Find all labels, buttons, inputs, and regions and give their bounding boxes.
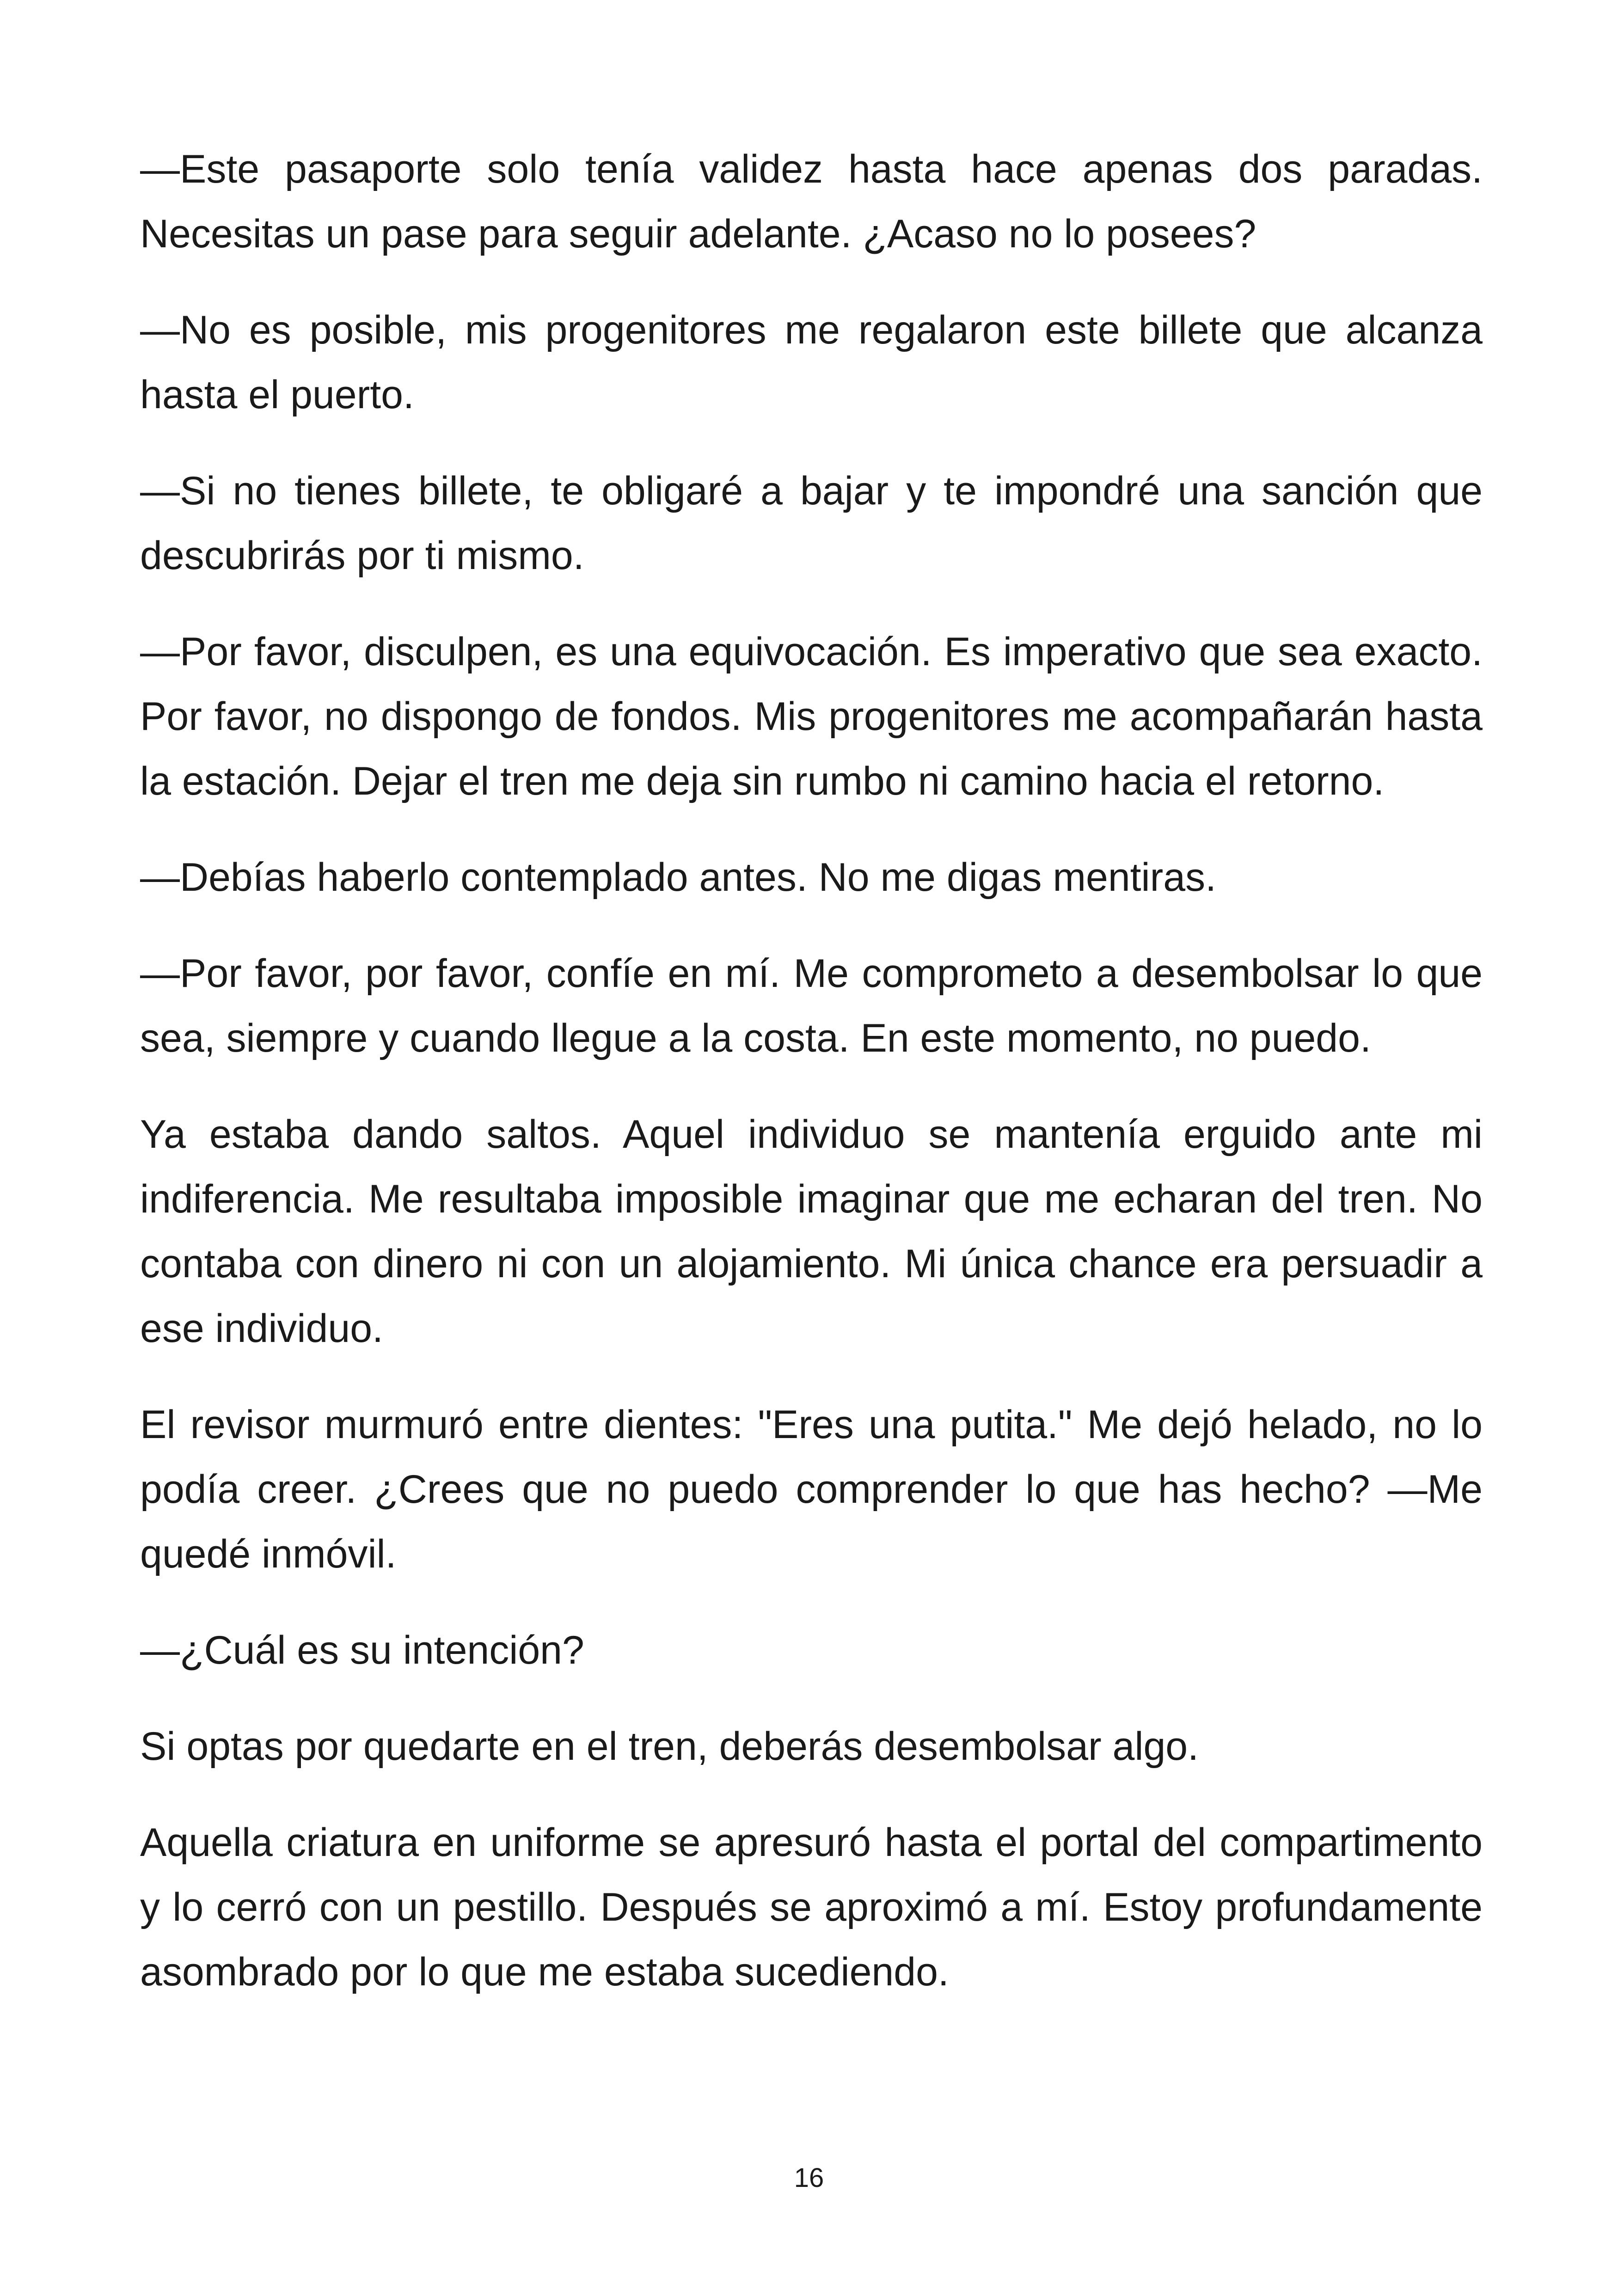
paragraph: —Si no tienes billete, te obligaré a bajar y te impondré una sanción que descubrirás por ti mismo.: [140, 469, 1483, 578]
page-number: 16: [794, 2163, 824, 2193]
paragraph: —Debías haberlo contemplado antes. No me digas mentiras.: [140, 855, 1217, 900]
paragraph: El revisor murmuró entre dientes: "Eres una putita." Me dejó helado, no lo podía creer. ¿Crees que no puedo comprender lo que has hecho? —Me quedé inmóvil.: [140, 1402, 1483, 1576]
paragraph: —Por favor, disculpen, es una equivocación. Es imperativo que sea exacto. Por favor, no dispongo de fondos. Mis progenitores me acompañarán hasta la estación. Dejar el tren me deja sin rumbo ni camino hacia el retorno.: [140, 630, 1483, 803]
paragraph: —Por favor, por favor, confíe en mí. Me comprometo a desembolsar lo que sea, siempre y cuando llegue a la costa. En este momento, no puedo.: [140, 951, 1483, 1060]
paragraph: —Este pasaporte solo tenía validez hasta hace apenas dos paradas. Necesitas un pase para seguir adelante. ¿Acaso no lo posees?: [140, 147, 1483, 256]
paragraph: —No es posible, mis progenitores me regalaron este billete que alcanza hasta el puerto.: [140, 308, 1483, 417]
text-body: [140, 137, 1483, 2036]
paragraph: Ya estaba dando saltos. Aquel individuo se mantenía erguido ante mi indiferencia. Me resultaba imposible imaginar que me echaran del tren. No contaba con dinero ni con un alojamiento. Mi única chance era persuadir a ese individuo.: [140, 1112, 1483, 1351]
paragraph: —¿Cuál es su intención?: [140, 1628, 584, 1672]
paragraph: Aquella criatura en uniforme se apresuró hasta el portal del compartimento y lo cerró con un pestillo. Después se aproximó a mí. Estoy profundamente asombrado por lo que me estaba sucediendo.: [140, 1820, 1483, 1994]
paragraph: Si optas por quedarte en el tren, deberás desembolsar algo.: [140, 1724, 1199, 1769]
